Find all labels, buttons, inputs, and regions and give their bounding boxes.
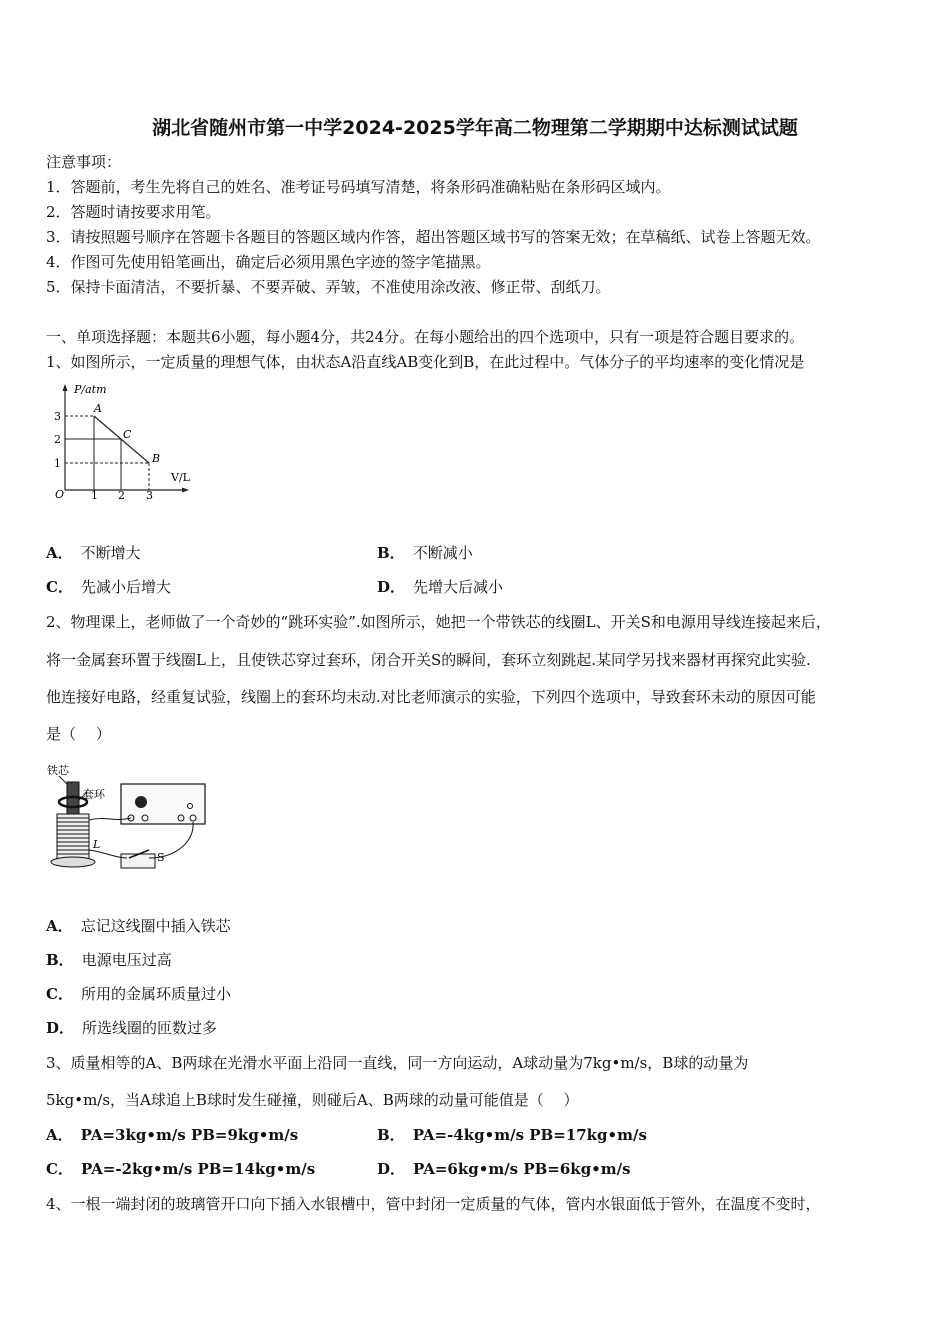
q2-option-a[interactable]: A． 忘记这线圈中插入铁芯: [46, 917, 231, 935]
point-label-b: B: [152, 452, 161, 465]
q1-stem: 1、如图所示，一定质量的理想气体，由状态A沿直线AB变化到B，在此过程中。气体分子的平均速率的变化情况是: [46, 353, 805, 371]
q1-pv-graph: [50, 380, 200, 502]
x-tick-label: 3: [146, 489, 153, 502]
y-axis-label: P/atm: [74, 383, 107, 396]
section-heading: 一、单项选择题：本题共6小题，每小题4分，共24分。在每小题给出的四个选项中，只有一项是符合题目要求的。: [46, 328, 805, 346]
iron-core-label: 铁芯: [47, 764, 69, 777]
q1-option-c[interactable]: C． 先减小后增大: [46, 578, 171, 596]
notice-item: 2．答题时请按要求用笔。: [46, 203, 221, 221]
q4-stem: 4、一根一端封闭的玻璃管开口向下插入水银槽中，管中封闭一定质量的气体，管内水银面低于管外，在温度不变时，: [46, 1195, 821, 1213]
q3-option-d[interactable]: D． PA=6kg•m/s PB=6kg•m/s: [377, 1160, 631, 1178]
q3-option-a[interactable]: A． PA=3kg•m/s PB=9kg•m/s: [46, 1126, 299, 1144]
q2-option-d[interactable]: D． 所选线圈的匝数过多: [46, 1019, 218, 1037]
q2-option-c[interactable]: C． 所用的金属环质量过小: [46, 985, 231, 1003]
q2-apparatus-figure: [45, 762, 215, 884]
x-tick-label: 2: [118, 489, 125, 502]
notice-heading: 注意事项：: [46, 153, 122, 171]
x-tick-label: 1: [91, 489, 98, 502]
q3-option-c[interactable]: C． PA=-2kg•m/s PB=14kg•m/s: [46, 1160, 316, 1178]
notice-item: 5．保持卡面清洁，不要折暴、不要弄破、弄皱，不准使用涂改液、修正带、刮纸刀。: [46, 278, 611, 296]
notice-item: 3．请按照题号顺序在答题卡各题目的答题区域内作答，超出答题区域书写的答案无效；在草稿纸、试卷上答题无效。: [46, 228, 821, 246]
origin-label: O: [55, 488, 65, 501]
y-tick-label: 2: [54, 433, 61, 446]
point-label-c: C: [123, 428, 132, 441]
y-tick-label: 1: [54, 457, 61, 470]
q2-stem-line: 2、物理课上，老师做了一个奇妙的“跳环实验”.如图所示，她把一个带铁芯的线圈L、开关S和电源用导线连接起来后，: [46, 613, 831, 631]
q3-option-b[interactable]: B． PA=-4kg•m/s PB=17kg•m/s: [377, 1126, 647, 1144]
point-label-a: A: [94, 402, 102, 415]
page-title: 湖北省随州市第一中学2024-2025学年高二物理第二学期期中达标测试试题: [152, 117, 798, 139]
coil-label: L: [93, 838, 101, 851]
q1-option-d[interactable]: D． 先增大后减小: [377, 578, 504, 596]
q3-stem-line: 5kg•m/s，当A球追上B球时发生碰撞，则碰后A、B两球的动量可能值是（ ）: [46, 1091, 579, 1109]
switch-label: S: [157, 851, 165, 864]
q2-stem-line: 是（ ）: [46, 725, 111, 743]
q2-stem-line: 他连接好电路，经重复试验，线圈上的套环均未动.对比老师演示的实验，下列四个选项中，导致套环未动的原因可能: [46, 688, 816, 706]
q2-stem-line: 将一金属套环置于线圈L上，且使铁芯穿过套环，闭合开关S的瞬间，套环立刻跳起.某同学另找来器材再探究此实验.: [46, 651, 811, 669]
q1-option-a[interactable]: A． 不断增大: [46, 544, 141, 562]
y-tick-label: 3: [54, 410, 61, 423]
q2-option-b[interactable]: B． 电源电压过高: [46, 951, 172, 969]
notice-item: 1．答题前，考生先将自己的姓名、准考证号码填写清楚，将条形码准确粘贴在条形码区域内。: [46, 178, 671, 196]
ring-label: 套环: [83, 788, 105, 801]
q3-stem-line: 3、质量相等的A、B两球在光滑水平面上沿同一直线，同一方向运动，A球动量为7kg•m/s，B球的动量为: [46, 1054, 749, 1072]
q1-option-b[interactable]: B． 不断减小: [377, 544, 473, 562]
x-axis-label: V/L: [171, 471, 190, 484]
notice-item: 4．作图可先使用铅笔画出，确定后必须用黑色字迹的签字笔描黑。: [46, 253, 491, 271]
